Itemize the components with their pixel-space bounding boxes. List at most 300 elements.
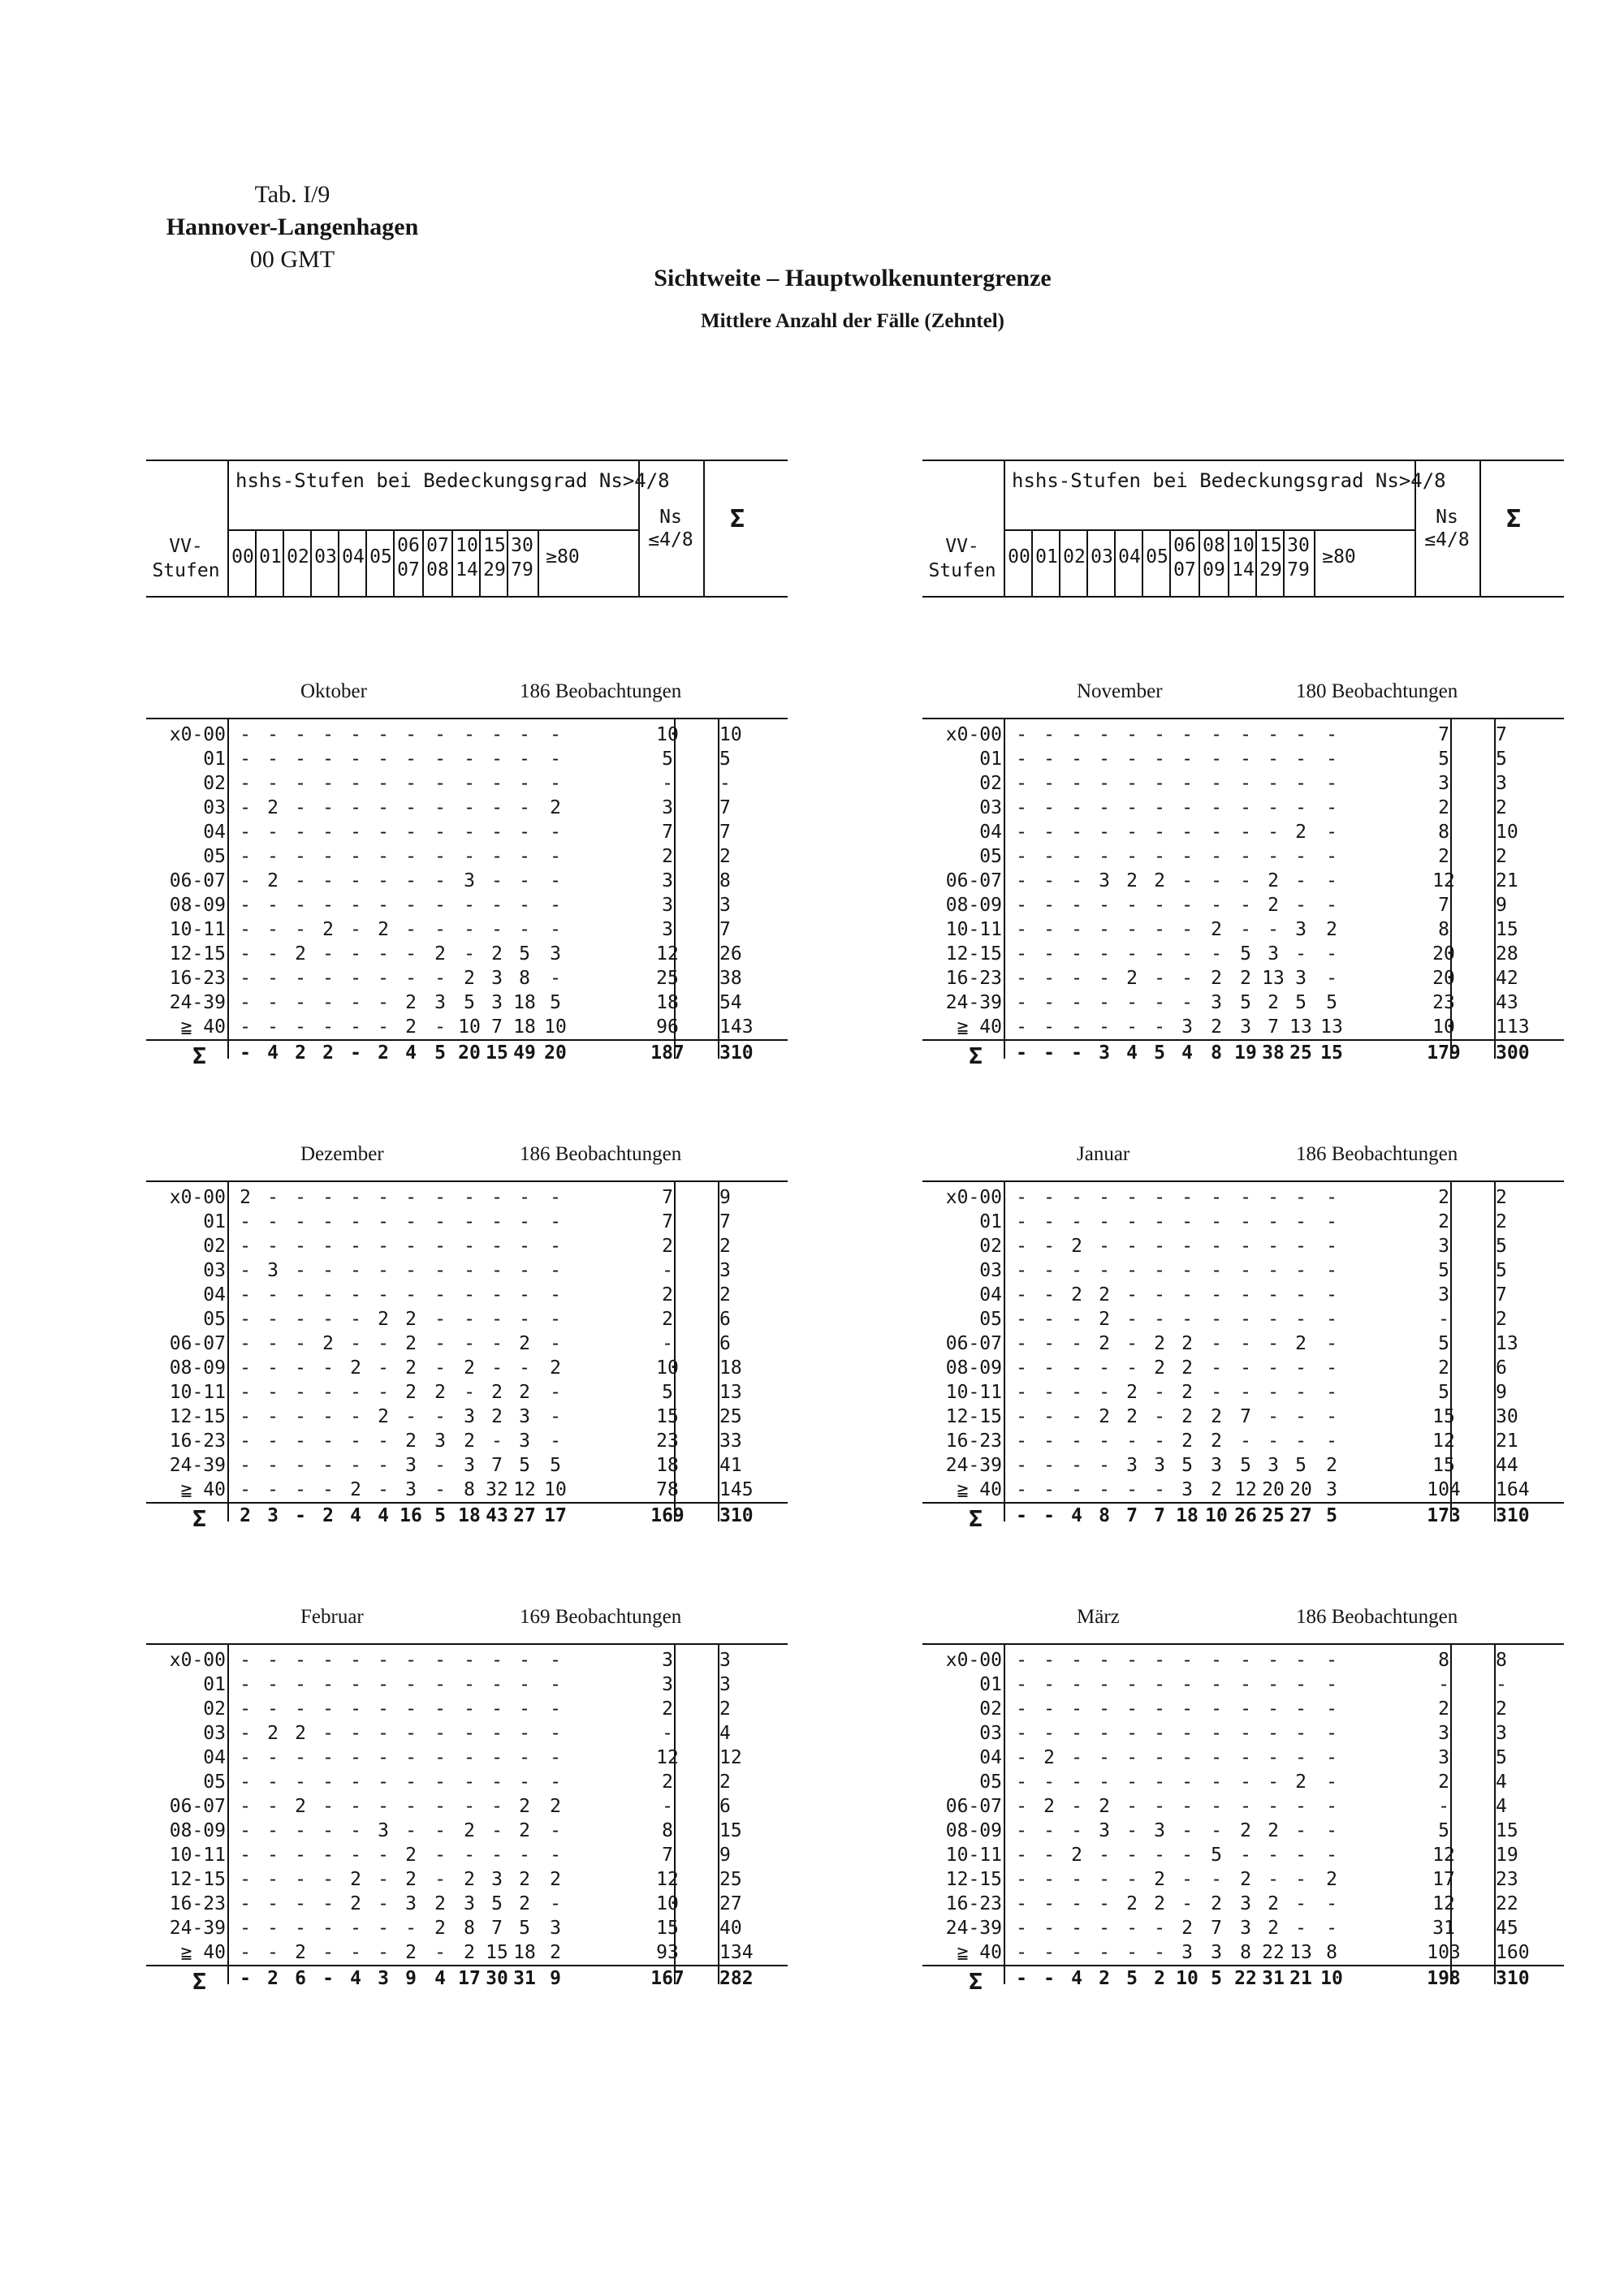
data-cell: - — [1126, 773, 1138, 794]
ns-cell: - — [662, 1260, 673, 1281]
data-cell: - — [1016, 968, 1027, 989]
data-cell: - — [1126, 1869, 1138, 1890]
data-cell: - — [267, 1674, 279, 1695]
data-cell: - — [405, 773, 417, 794]
data-cell: - — [1016, 797, 1027, 818]
ns-cell: 15 — [656, 1918, 679, 1939]
data-cell: - — [405, 1260, 417, 1281]
ns-cell: 2 — [1438, 1772, 1449, 1793]
total-cell: 2 — [1496, 1698, 1507, 1720]
observation-count: 186 Beobachtungen — [520, 680, 682, 702]
data-cell: - — [550, 1893, 561, 1914]
data-cell: - — [267, 1382, 279, 1403]
data-cell: - — [464, 773, 475, 794]
data-cell: - — [519, 895, 530, 916]
sum-total-cell: 300 — [1496, 1042, 1530, 1064]
data-cell: - — [491, 1698, 503, 1720]
table-row — [146, 1772, 788, 1796]
data-cell: - — [240, 1747, 251, 1768]
table-row — [922, 1382, 1564, 1406]
data-cell: 3 — [464, 1406, 475, 1427]
sum-total-cell: 310 — [1496, 1968, 1530, 1989]
data-cell: - — [1043, 943, 1055, 965]
data-cell: - — [464, 1187, 475, 1208]
data-cell: - — [491, 870, 503, 891]
row-label: 10-11 — [169, 919, 226, 940]
data-cell: 5 — [1240, 992, 1251, 1013]
data-cell: - — [1099, 1772, 1110, 1793]
ns-cell: - — [1438, 1309, 1449, 1330]
row-label: 24-39 — [945, 1455, 1002, 1476]
data-cell: - — [350, 1820, 361, 1841]
data-cell: 8 — [519, 968, 530, 989]
data-cell: - — [378, 1236, 389, 1257]
data-cell: - — [1268, 846, 1279, 867]
sum-cell: 8 — [1211, 1042, 1222, 1064]
data-cell: - — [1181, 1747, 1193, 1768]
row-label: 16-23 — [169, 1893, 226, 1914]
data-cell: - — [1295, 1284, 1307, 1306]
total-cell: 25 — [719, 1406, 742, 1427]
data-cell: 2 — [1099, 1406, 1110, 1427]
data-cell: - — [1268, 1260, 1279, 1281]
data-cell: 2 — [1181, 1333, 1193, 1354]
data-cell: 2 — [464, 968, 475, 989]
sum-cell: 17 — [544, 1505, 567, 1526]
row-label: 03 — [979, 1260, 1002, 1281]
data-cell: - — [1016, 992, 1027, 1013]
table-row — [146, 822, 788, 846]
data-cell: 2 — [1071, 1845, 1082, 1866]
data-cell: - — [491, 724, 503, 745]
data-cell: - — [295, 1869, 306, 1890]
data-cell: 5 — [550, 992, 561, 1013]
total-cell: 2 — [719, 1698, 731, 1720]
data-cell: 2 — [322, 1333, 334, 1354]
data-cell: - — [491, 919, 503, 940]
code-label: 03 — [314, 546, 337, 568]
observation-count: 169 Beobachtungen — [520, 1606, 682, 1628]
data-cell: - — [1043, 1869, 1055, 1890]
ns-label: Ns — [659, 507, 682, 528]
ns-cell: 3 — [1438, 1236, 1449, 1257]
data-cell: - — [1043, 797, 1055, 818]
data-cell: - — [1181, 1236, 1193, 1257]
code-label: 29 — [483, 559, 506, 580]
data-cell: - — [1181, 919, 1193, 940]
data-cell: - — [1211, 846, 1222, 867]
sum-symbol: Σ — [192, 1505, 206, 1532]
data-cell: - — [295, 870, 306, 891]
data-cell: - — [1016, 1284, 1027, 1306]
data-cell: - — [550, 1747, 561, 1768]
data-cell: - — [1295, 1796, 1307, 1817]
ns-cell: 2 — [1438, 846, 1449, 867]
sum-cell: 2 — [295, 1042, 306, 1064]
data-cell: - — [1326, 1796, 1337, 1817]
data-cell: - — [1071, 1942, 1082, 1963]
data-cell: - — [1181, 724, 1193, 745]
data-cell: 2 — [1126, 1406, 1138, 1427]
data-cell: - — [1211, 870, 1222, 891]
data-cell: - — [491, 895, 503, 916]
data-cell: 2 — [464, 1820, 475, 1841]
sum-cell: 4 — [1181, 1042, 1193, 1064]
ns-cell: 10 — [656, 724, 679, 745]
code-label: 30 — [511, 535, 533, 556]
data-cell: - — [464, 1236, 475, 1257]
row-label: 24-39 — [945, 992, 1002, 1013]
data-cell: - — [295, 1187, 306, 1208]
data-cell: - — [1211, 1284, 1222, 1306]
data-cell: 3 — [1211, 1942, 1222, 1963]
data-cell: - — [434, 1406, 446, 1427]
sum-cell: 5 — [1211, 1968, 1222, 1989]
row-label: 16-23 — [945, 1893, 1002, 1914]
data-cell: 5 — [519, 1455, 530, 1476]
data-cell: - — [1043, 992, 1055, 1013]
row-label: 01 — [979, 749, 1002, 770]
data-cell: - — [1326, 773, 1337, 794]
data-cell: - — [1016, 1650, 1027, 1671]
data-cell: 18 — [513, 992, 536, 1013]
data-cell: 5 — [1181, 1455, 1193, 1476]
sum-cell: 10 — [1205, 1505, 1228, 1526]
vv-label: VV- — [169, 536, 203, 557]
data-cell: - — [1016, 1893, 1027, 1914]
data-cell: - — [378, 1479, 389, 1500]
data-cell: - — [405, 1211, 417, 1232]
row-label: 05 — [979, 1309, 1002, 1330]
data-cell: - — [267, 1942, 279, 1963]
code-label: 00 — [231, 546, 254, 568]
data-cell: - — [1268, 1869, 1279, 1890]
data-cell: 2 — [405, 992, 417, 1013]
data-cell: - — [267, 1869, 279, 1890]
data-cell: - — [550, 846, 561, 867]
data-cell: - — [1043, 1455, 1055, 1476]
data-cell: - — [1043, 846, 1055, 867]
table-row — [922, 1431, 1564, 1455]
data-cell: - — [491, 1236, 503, 1257]
sum-cell: 4 — [1071, 1505, 1082, 1526]
data-cell: - — [464, 1309, 475, 1330]
data-cell: 7 — [1268, 1016, 1279, 1038]
data-cell: 2 — [1240, 968, 1251, 989]
data-cell: 2 — [1181, 1918, 1193, 1939]
row-label: 01 — [203, 1674, 226, 1695]
data-cell: - — [1016, 1796, 1027, 1817]
data-cell: - — [464, 895, 475, 916]
data-cell: - — [322, 870, 334, 891]
row-label: 10-11 — [169, 1382, 226, 1403]
data-cell: - — [295, 1016, 306, 1038]
column-header-left — [146, 460, 788, 599]
data-cell: - — [295, 1211, 306, 1232]
sum-cell: 9 — [405, 1968, 417, 1989]
data-cell: - — [1240, 724, 1251, 745]
data-cell: - — [464, 1796, 475, 1817]
data-cell: 3 — [464, 1893, 475, 1914]
data-cell: 2 — [1099, 1284, 1110, 1306]
row-label: 05 — [979, 846, 1002, 867]
data-cell: - — [1211, 1698, 1222, 1720]
total-cell: 7 — [719, 822, 731, 843]
data-cell: - — [1240, 1431, 1251, 1452]
total-cell: 5 — [719, 749, 731, 770]
total-cell: 5 — [1496, 1747, 1507, 1768]
ns-cell: 12 — [1432, 1893, 1455, 1914]
data-cell: - — [267, 1845, 279, 1866]
row-label: 10-11 — [945, 1845, 1002, 1866]
data-cell: - — [1181, 1650, 1193, 1671]
data-cell: - — [267, 992, 279, 1013]
row-label: 04 — [979, 1747, 1002, 1768]
data-cell: 2 — [1126, 1382, 1138, 1403]
sum-cell: 19 — [1234, 1042, 1257, 1064]
data-cell: - — [1099, 1479, 1110, 1500]
sum-cell: - — [1016, 1042, 1027, 1064]
row-label: x0-00 — [169, 1650, 226, 1671]
table-row — [922, 1016, 1564, 1041]
data-cell: - — [378, 846, 389, 867]
table-row — [922, 943, 1564, 968]
data-cell: - — [519, 1260, 530, 1281]
data-cell: 2 — [405, 1309, 417, 1330]
data-cell: - — [1043, 1893, 1055, 1914]
data-cell: - — [1016, 1406, 1027, 1427]
data-cell: - — [267, 1406, 279, 1427]
table-row — [922, 822, 1564, 846]
data-cell: - — [1071, 1455, 1082, 1476]
data-cell: 2 — [434, 1893, 446, 1914]
total-cell: 10 — [719, 724, 742, 745]
ns-sub-label: ≤4/8 — [1424, 529, 1470, 550]
data-cell: 3 — [1295, 919, 1307, 940]
observation-time: 00 GMT — [249, 246, 335, 273]
data-cell: 10 — [458, 1016, 481, 1038]
data-cell: - — [1099, 1674, 1110, 1695]
data-cell: - — [350, 1284, 361, 1306]
total-cell: 30 — [1496, 1406, 1518, 1427]
row-label: 16-23 — [169, 968, 226, 989]
data-cell: - — [519, 1187, 530, 1208]
data-cell: 2 — [1181, 1357, 1193, 1379]
row-label: 10-11 — [169, 1845, 226, 1866]
row-label: 01 — [979, 1674, 1002, 1695]
data-cell: - — [322, 749, 334, 770]
data-cell: - — [464, 1674, 475, 1695]
data-cell: - — [1240, 919, 1251, 940]
row-label: 04 — [203, 1284, 226, 1306]
table-row — [922, 1406, 1564, 1431]
ns-cell: - — [1438, 1796, 1449, 1817]
ns-cell: 23 — [1432, 992, 1455, 1013]
sum-cell: - — [1016, 1968, 1027, 1989]
data-cell: - — [405, 724, 417, 745]
table-row — [146, 1942, 788, 1966]
data-cell: - — [1240, 1211, 1251, 1232]
data-cell: - — [240, 724, 251, 745]
data-cell: - — [350, 895, 361, 916]
sum-total-cell: 310 — [1496, 1505, 1530, 1526]
total-cell: 2 — [1496, 797, 1507, 818]
data-cell: - — [519, 1674, 530, 1695]
table-number: Tab. I/9 — [254, 181, 330, 208]
data-cell: - — [434, 1942, 446, 1963]
data-cell: 2 — [1099, 1333, 1110, 1354]
sum-cell: 18 — [458, 1505, 481, 1526]
data-cell: 3 — [1211, 1455, 1222, 1476]
sum-cell: 4 — [1126, 1042, 1138, 1064]
data-cell: - — [464, 1772, 475, 1793]
data-cell: - — [519, 1357, 530, 1379]
row-label: 06-07 — [169, 870, 226, 891]
data-cell: - — [1126, 1211, 1138, 1232]
data-cell: - — [1268, 1845, 1279, 1866]
data-cell: 12 — [1234, 1479, 1257, 1500]
data-cell: - — [1181, 822, 1193, 843]
data-cell: 10 — [544, 1016, 567, 1038]
data-cell: - — [1295, 773, 1307, 794]
data-cell: 2 — [1268, 1820, 1279, 1841]
data-cell: - — [1071, 870, 1082, 891]
data-cell: 32 — [486, 1479, 508, 1500]
data-cell: 2 — [1126, 968, 1138, 989]
data-cell: - — [322, 1284, 334, 1306]
data-cell: - — [378, 1893, 389, 1914]
data-cell: - — [1099, 1942, 1110, 1963]
data-cell: 2 — [267, 1723, 279, 1744]
data-cell: - — [1268, 1187, 1279, 1208]
ns-cell: 5 — [1438, 749, 1449, 770]
vv-label-2: Stufen — [928, 560, 996, 581]
row-label: 06-07 — [169, 1333, 226, 1354]
data-cell: 13 — [1289, 1016, 1312, 1038]
data-cell: 2 — [1295, 822, 1307, 843]
data-cell: 2 — [1211, 968, 1222, 989]
data-cell: - — [550, 822, 561, 843]
data-cell: - — [1154, 1698, 1165, 1720]
row-label: 04 — [979, 822, 1002, 843]
table-row — [146, 1309, 788, 1333]
data-cell: - — [1181, 1893, 1193, 1914]
data-cell: - — [519, 822, 530, 843]
table-row — [146, 919, 788, 943]
data-cell: 3 — [1181, 1479, 1193, 1500]
data-cell: - — [1043, 1260, 1055, 1281]
data-cell: - — [1043, 1918, 1055, 1939]
ns-cell: 10 — [656, 1357, 679, 1379]
ns-cell: 10 — [656, 1893, 679, 1914]
data-cell: - — [491, 1431, 503, 1452]
data-cell: - — [491, 1796, 503, 1817]
data-cell: - — [1326, 1309, 1337, 1330]
data-cell: - — [519, 773, 530, 794]
row-label: ≧ 40 — [180, 1479, 226, 1500]
ns-cell: 93 — [656, 1942, 679, 1963]
total-cell: 6 — [1496, 1357, 1507, 1379]
data-cell: - — [1268, 1309, 1279, 1330]
data-cell: - — [1268, 822, 1279, 843]
data-cell: 2 — [434, 943, 446, 965]
row-label: 01 — [203, 1211, 226, 1232]
ns-cell: 2 — [662, 1772, 673, 1793]
data-cell: 3 — [267, 1260, 279, 1281]
data-cell: - — [295, 1893, 306, 1914]
data-cell: - — [491, 1357, 503, 1379]
data-cell: - — [1154, 1674, 1165, 1695]
data-cell: - — [322, 1455, 334, 1476]
data-cell: - — [322, 1918, 334, 1939]
total-cell: 113 — [1496, 1016, 1530, 1038]
data-cell: 3 — [1240, 1918, 1251, 1939]
data-cell: - — [1181, 943, 1193, 965]
data-cell: - — [1016, 1723, 1027, 1744]
data-cell: - — [1326, 1772, 1337, 1793]
total-cell: 7 — [719, 1211, 731, 1232]
data-cell: 2 — [1268, 1893, 1279, 1914]
header-caption: hshs-Stufen bei Bedeckungsgrad Ns>4/8 — [1012, 469, 1446, 492]
code-label: 05 — [369, 546, 392, 568]
data-cell: - — [1211, 773, 1222, 794]
data-cell: - — [1126, 1698, 1138, 1720]
vv-label-2: Stufen — [152, 560, 220, 581]
data-cell: 5 — [1211, 1845, 1222, 1866]
data-cell: - — [1043, 1820, 1055, 1841]
data-cell: - — [322, 1479, 334, 1500]
total-cell: 4 — [719, 1723, 731, 1744]
data-cell: - — [295, 1260, 306, 1281]
sum-cell: 25 — [1289, 1042, 1312, 1064]
data-cell: - — [240, 1016, 251, 1038]
ns-cell: 17 — [1432, 1869, 1455, 1890]
data-cell: - — [295, 1431, 306, 1452]
data-cell: - — [1071, 1796, 1082, 1817]
data-cell: - — [1126, 992, 1138, 1013]
ns-cell: 5 — [1438, 1260, 1449, 1281]
data-cell: - — [1295, 895, 1307, 916]
row-label: 03 — [203, 797, 226, 818]
row-label: 16-23 — [169, 1431, 226, 1452]
sum-cell: 3 — [267, 1505, 279, 1526]
data-cell: 2 — [240, 1187, 251, 1208]
row-label: ≧ 40 — [180, 1016, 226, 1038]
table-row — [922, 1455, 1564, 1479]
total-cell: 13 — [719, 1382, 742, 1403]
row-label: 05 — [203, 1309, 226, 1330]
sum-cell: 17 — [458, 1968, 481, 1989]
data-cell: - — [1126, 1674, 1138, 1695]
data-cell: - — [1071, 1211, 1082, 1232]
row-label: x0-00 — [945, 1187, 1002, 1208]
data-cell: - — [519, 1845, 530, 1866]
total-cell: 2 — [1496, 1187, 1507, 1208]
sum-ns-cell: 187 — [650, 1042, 685, 1064]
data-cell: - — [295, 1674, 306, 1695]
data-cell: - — [240, 797, 251, 818]
data-cell: - — [434, 846, 446, 867]
data-cell: - — [1326, 1820, 1337, 1841]
data-cell: - — [240, 1382, 251, 1403]
total-cell: 15 — [1496, 1820, 1518, 1841]
data-cell: - — [378, 1918, 389, 1939]
ns-cell: 3 — [662, 870, 673, 891]
data-cell: - — [1154, 1211, 1165, 1232]
data-cell: - — [240, 1674, 251, 1695]
title-block — [146, 179, 438, 276]
data-cell: - — [1043, 1382, 1055, 1403]
